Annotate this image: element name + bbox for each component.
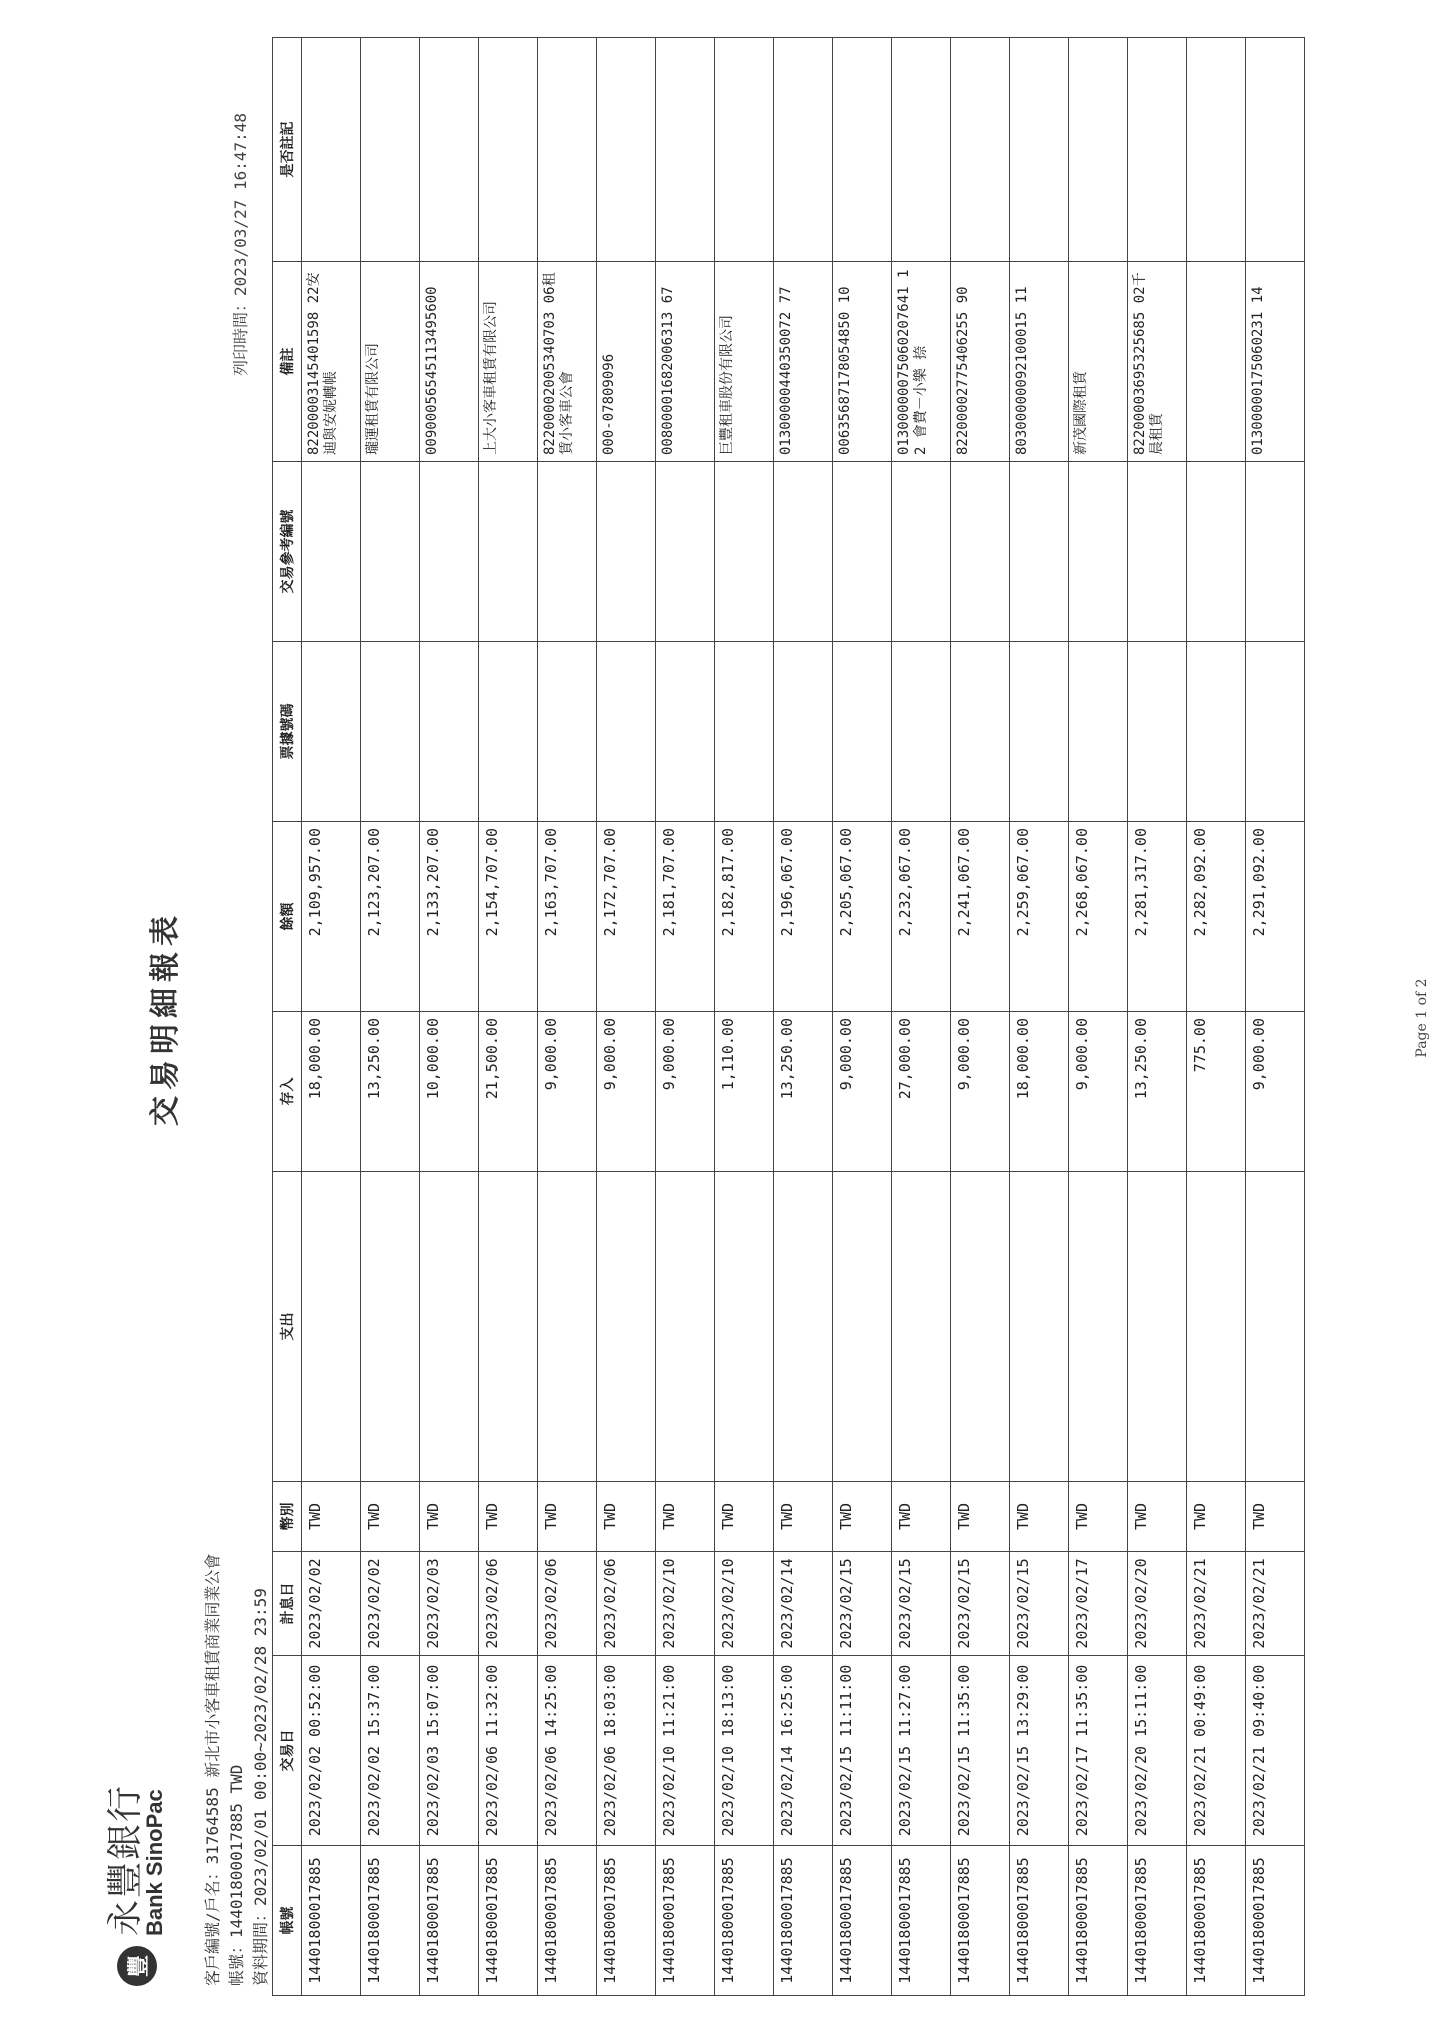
cell-ref bbox=[1187, 462, 1246, 642]
cell-currency: TWD bbox=[479, 1482, 538, 1552]
cell-flag bbox=[1246, 38, 1305, 262]
cell-flag bbox=[1069, 38, 1128, 262]
cell-credit: 9,000.00 bbox=[951, 1012, 1010, 1172]
cell-account: 14401800017885 bbox=[1128, 1846, 1187, 1996]
cell-flag bbox=[774, 38, 833, 262]
cell-debit bbox=[951, 1172, 1010, 1482]
table-row bbox=[833, 38, 892, 1996]
table-row bbox=[538, 38, 597, 1996]
cell-account: 14401800017885 bbox=[420, 1846, 479, 1996]
cell-debit bbox=[420, 1172, 479, 1482]
table-row bbox=[656, 38, 715, 1996]
col-header-account: 帳號 bbox=[273, 1846, 302, 1996]
cell-balance: 2,196,067.00 bbox=[774, 822, 833, 1012]
cell-balance: 2,291,092.00 bbox=[1246, 822, 1305, 1012]
table-row bbox=[774, 38, 833, 1996]
cell-balance: 2,123,207.00 bbox=[361, 822, 420, 1012]
cell-debit bbox=[774, 1172, 833, 1482]
cell-debit bbox=[1187, 1172, 1246, 1482]
cell-debit bbox=[302, 1172, 361, 1482]
cell-cheque bbox=[656, 642, 715, 822]
cell-value-date: 2023/02/15 bbox=[833, 1552, 892, 1656]
cell-balance: 2,205,067.00 bbox=[833, 822, 892, 1012]
cell-debit bbox=[538, 1172, 597, 1482]
cell-debit bbox=[715, 1172, 774, 1482]
cell-note: 82200002775406255 90 bbox=[951, 262, 1010, 462]
cell-note bbox=[1187, 262, 1246, 462]
cell-flag bbox=[1010, 38, 1069, 262]
cell-account: 14401800017885 bbox=[538, 1846, 597, 1996]
cell-ref bbox=[774, 462, 833, 642]
table-row bbox=[715, 38, 774, 1996]
cell-cheque bbox=[302, 642, 361, 822]
cell-value-date: 2023/02/03 bbox=[420, 1552, 479, 1656]
cell-account: 14401800017885 bbox=[361, 1846, 420, 1996]
cell-ref bbox=[656, 462, 715, 642]
col-header-balance: 餘額 bbox=[273, 822, 302, 1012]
cell-value-date: 2023/02/06 bbox=[538, 1552, 597, 1656]
cell-value-date: 2023/02/02 bbox=[302, 1552, 361, 1656]
account-info: 帳號：14401800017885 TWD bbox=[227, 1764, 246, 1986]
cell-cheque bbox=[892, 642, 951, 822]
cell-tx-date: 2023/02/21 00:49:00 bbox=[1187, 1656, 1246, 1846]
cell-currency: TWD bbox=[361, 1482, 420, 1552]
cell-flag bbox=[892, 38, 951, 262]
cell-tx-date: 2023/02/02 15:37:00 bbox=[361, 1656, 420, 1846]
cell-note: 上大小客車租賃有限公司 bbox=[479, 262, 538, 462]
cell-balance: 2,259,067.00 bbox=[1010, 822, 1069, 1012]
table-row bbox=[479, 38, 538, 1996]
cell-cheque bbox=[420, 642, 479, 822]
cell-credit: 9,000.00 bbox=[656, 1012, 715, 1172]
cell-currency: TWD bbox=[1187, 1482, 1246, 1552]
cell-currency: TWD bbox=[774, 1482, 833, 1552]
cell-currency: TWD bbox=[1246, 1482, 1305, 1552]
cell-balance: 2,282,092.00 bbox=[1187, 822, 1246, 1012]
col-header-flag: 是否註記 bbox=[273, 38, 302, 262]
cell-value-date: 2023/02/21 bbox=[1246, 1552, 1305, 1656]
cell-tx-date: 2023/02/10 11:21:00 bbox=[656, 1656, 715, 1846]
cell-account: 14401800017885 bbox=[1010, 1846, 1069, 1996]
col-header-credit: 存入 bbox=[273, 1012, 302, 1172]
cell-flag bbox=[833, 38, 892, 262]
cell-balance: 2,182,817.00 bbox=[715, 822, 774, 1012]
cell-currency: TWD bbox=[1010, 1482, 1069, 1552]
cell-tx-date: 2023/02/17 11:35:00 bbox=[1069, 1656, 1128, 1846]
cell-flag bbox=[302, 38, 361, 262]
cell-currency: TWD bbox=[892, 1482, 951, 1552]
cell-debit bbox=[1010, 1172, 1069, 1482]
cell-currency: TWD bbox=[597, 1482, 656, 1552]
cell-cheque bbox=[538, 642, 597, 822]
cell-flag bbox=[656, 38, 715, 262]
cell-cheque bbox=[951, 642, 1010, 822]
cell-flag bbox=[715, 38, 774, 262]
cell-cheque bbox=[774, 642, 833, 822]
col-header-tx-date: 交易日 bbox=[273, 1656, 302, 1846]
cell-currency: TWD bbox=[302, 1482, 361, 1552]
cell-account: 14401800017885 bbox=[302, 1846, 361, 1996]
table-row bbox=[302, 38, 361, 1996]
cell-value-date: 2023/02/06 bbox=[597, 1552, 656, 1656]
cell-note: 82200003145401598 22安迪與安妮轉帳 bbox=[302, 262, 361, 462]
page-number: Page 1 of 2 bbox=[1414, 978, 1430, 1058]
cell-note: 瓏運租賃有限公司 bbox=[361, 262, 420, 462]
cell-currency: TWD bbox=[420, 1482, 479, 1552]
cell-value-date: 2023/02/21 bbox=[1187, 1552, 1246, 1656]
cell-flag bbox=[951, 38, 1010, 262]
transaction-table bbox=[272, 37, 1305, 1996]
cell-note: 00800001682006313 67 bbox=[656, 262, 715, 462]
cell-balance: 2,232,067.00 bbox=[892, 822, 951, 1012]
cell-tx-date: 2023/02/10 18:13:00 bbox=[715, 1656, 774, 1846]
cell-cheque bbox=[361, 642, 420, 822]
table-row bbox=[361, 38, 420, 1996]
table-row bbox=[892, 38, 951, 1996]
cell-currency: TWD bbox=[538, 1482, 597, 1552]
bank-emblem-icon: 豐 bbox=[117, 1946, 157, 1986]
cell-debit bbox=[361, 1172, 420, 1482]
cell-debit bbox=[1128, 1172, 1187, 1482]
cell-tx-date: 2023/02/06 14:25:00 bbox=[538, 1656, 597, 1846]
cell-credit: 13,250.00 bbox=[1128, 1012, 1187, 1172]
cell-ref bbox=[1246, 462, 1305, 642]
cell-value-date: 2023/02/17 bbox=[1069, 1552, 1128, 1656]
cell-debit bbox=[1246, 1172, 1305, 1482]
cell-tx-date: 2023/02/15 13:29:00 bbox=[1010, 1656, 1069, 1846]
cell-account: 14401800017885 bbox=[597, 1846, 656, 1996]
cell-note: 00900056545113495600 bbox=[420, 262, 479, 462]
bank-name-cn: 永豐銀行 bbox=[105, 1783, 146, 1936]
col-header-ref: 交易參考編號 bbox=[273, 462, 302, 642]
transaction-rows bbox=[302, 38, 1305, 1996]
cell-ref bbox=[1010, 462, 1069, 642]
cell-tx-date: 2023/02/20 15:11:00 bbox=[1128, 1656, 1187, 1846]
cell-ref bbox=[892, 462, 951, 642]
cell-ref bbox=[833, 462, 892, 642]
cell-debit bbox=[892, 1172, 951, 1482]
cell-cheque bbox=[1246, 642, 1305, 822]
col-header-debit: 支出 bbox=[273, 1172, 302, 1482]
col-header-value-date: 計息日 bbox=[273, 1552, 302, 1656]
cell-flag bbox=[1128, 38, 1187, 262]
cell-currency: TWD bbox=[833, 1482, 892, 1552]
cell-tx-date: 2023/02/02 00:52:00 bbox=[302, 1656, 361, 1846]
cell-debit bbox=[833, 1172, 892, 1482]
cell-tx-date: 2023/02/03 15:07:00 bbox=[420, 1656, 479, 1846]
cell-cheque bbox=[597, 642, 656, 822]
cell-ref bbox=[951, 462, 1010, 642]
cell-balance: 2,241,067.00 bbox=[951, 822, 1010, 1012]
cell-debit bbox=[1069, 1172, 1128, 1482]
cell-ref bbox=[1128, 462, 1187, 642]
cell-currency: TWD bbox=[656, 1482, 715, 1552]
cell-note: 82200003695325685 02千晨租賃 bbox=[1128, 262, 1187, 462]
table-row bbox=[1187, 38, 1246, 1996]
cell-account: 14401800017885 bbox=[951, 1846, 1010, 1996]
cell-account: 14401800017885 bbox=[774, 1846, 833, 1996]
cell-account: 14401800017885 bbox=[833, 1846, 892, 1996]
cell-ref bbox=[715, 462, 774, 642]
cell-flag bbox=[597, 38, 656, 262]
cell-balance: 2,154,707.00 bbox=[479, 822, 538, 1012]
cell-ref bbox=[1069, 462, 1128, 642]
cell-ref bbox=[538, 462, 597, 642]
cell-account: 14401800017885 bbox=[1069, 1846, 1128, 1996]
cell-debit bbox=[656, 1172, 715, 1482]
table-row bbox=[1010, 38, 1069, 1996]
cell-balance: 2,281,317.00 bbox=[1128, 822, 1187, 1012]
cell-flag bbox=[420, 38, 479, 262]
col-header-note: 備註 bbox=[273, 262, 302, 462]
cell-credit: 9,000.00 bbox=[1069, 1012, 1128, 1172]
cell-cheque bbox=[715, 642, 774, 822]
cell-value-date: 2023/02/15 bbox=[1010, 1552, 1069, 1656]
bank-name-en: Bank SinoPac bbox=[142, 1789, 167, 1936]
cell-debit bbox=[479, 1172, 538, 1482]
cell-credit: 21,500.00 bbox=[479, 1012, 538, 1172]
cell-tx-date: 2023/02/15 11:35:00 bbox=[951, 1656, 1010, 1846]
cell-credit: 9,000.00 bbox=[833, 1012, 892, 1172]
cell-ref bbox=[420, 462, 479, 642]
cell-account: 14401800017885 bbox=[656, 1846, 715, 1996]
cell-credit: 13,250.00 bbox=[361, 1012, 420, 1172]
cell-value-date: 2023/02/06 bbox=[479, 1552, 538, 1656]
cell-note: 80300000092100015 11 bbox=[1010, 262, 1069, 462]
cell-tx-date: 2023/02/06 11:32:00 bbox=[479, 1656, 538, 1846]
cell-ref bbox=[479, 462, 538, 642]
cell-value-date: 2023/02/20 bbox=[1128, 1552, 1187, 1656]
cell-flag bbox=[361, 38, 420, 262]
cell-ref bbox=[302, 462, 361, 642]
table-row bbox=[951, 38, 1010, 1996]
cell-note: 82200002005340703 06租賃小客車公會 bbox=[538, 262, 597, 462]
cell-currency: TWD bbox=[715, 1482, 774, 1552]
cell-credit: 18,000.00 bbox=[302, 1012, 361, 1172]
cell-currency: TWD bbox=[1128, 1482, 1187, 1552]
cell-balance: 2,172,707.00 bbox=[597, 822, 656, 1012]
cell-tx-date: 2023/02/14 16:25:00 bbox=[774, 1656, 833, 1846]
cell-credit: 10,000.00 bbox=[420, 1012, 479, 1172]
cell-note: 01300000075060207641 1 2 會費－小樂 捺 bbox=[892, 262, 951, 462]
cell-balance: 2,268,067.00 bbox=[1069, 822, 1128, 1012]
cell-credit: 27,000.00 bbox=[892, 1012, 951, 1172]
customer-info: 客戶編號/戶名：31764585 新北市小客車租賃商業同業公會 bbox=[203, 1553, 222, 1986]
cell-balance: 2,133,207.00 bbox=[420, 822, 479, 1012]
cell-tx-date: 2023/02/15 11:11:00 bbox=[833, 1656, 892, 1846]
cell-tx-date: 2023/02/06 18:03:00 bbox=[597, 1656, 656, 1846]
table-row bbox=[1069, 38, 1128, 1996]
cell-credit: 9,000.00 bbox=[1246, 1012, 1305, 1172]
cell-cheque bbox=[1069, 642, 1128, 822]
cell-credit: 775.00 bbox=[1187, 1012, 1246, 1172]
cell-flag bbox=[479, 38, 538, 262]
cell-tx-date: 2023/02/15 11:27:00 bbox=[892, 1656, 951, 1846]
col-header-currency: 幣別 bbox=[273, 1482, 302, 1552]
cell-credit: 18,000.00 bbox=[1010, 1012, 1069, 1172]
table-row bbox=[420, 38, 479, 1996]
cell-value-date: 2023/02/15 bbox=[951, 1552, 1010, 1656]
cell-cheque bbox=[1128, 642, 1187, 822]
cell-account: 14401800017885 bbox=[479, 1846, 538, 1996]
table-row bbox=[1246, 38, 1305, 1996]
cell-value-date: 2023/02/10 bbox=[715, 1552, 774, 1656]
period-info: 資料期間：2023/02/01 00:00~2023/02/28 23:59 bbox=[251, 1588, 270, 1986]
cell-account: 14401800017885 bbox=[892, 1846, 951, 1996]
cell-debit bbox=[597, 1172, 656, 1482]
cell-account: 14401800017885 bbox=[1187, 1846, 1246, 1996]
cell-value-date: 2023/02/02 bbox=[361, 1552, 420, 1656]
cell-credit: 9,000.00 bbox=[538, 1012, 597, 1172]
print-time: 列印時間：2023/03/27 16:47:48 bbox=[231, 112, 250, 376]
cell-ref bbox=[361, 462, 420, 642]
table-row bbox=[1128, 38, 1187, 1996]
cell-note: 000-07809096 bbox=[597, 262, 656, 462]
cell-note: 01300000175060231 14 bbox=[1246, 262, 1305, 462]
cell-currency: TWD bbox=[951, 1482, 1010, 1552]
table-header-row bbox=[273, 38, 302, 1996]
cell-note: 新茂國際租賃 bbox=[1069, 262, 1128, 462]
cell-currency: TWD bbox=[1069, 1482, 1128, 1552]
report-title: 交易明細報表 bbox=[148, 910, 183, 1126]
cell-balance: 2,163,707.00 bbox=[538, 822, 597, 1012]
cell-cheque bbox=[833, 642, 892, 822]
cell-value-date: 2023/02/15 bbox=[892, 1552, 951, 1656]
cell-note: 巨豐租車股份有限公司 bbox=[715, 262, 774, 462]
cell-balance: 2,109,957.00 bbox=[302, 822, 361, 1012]
cell-tx-date: 2023/02/21 09:40:00 bbox=[1246, 1656, 1305, 1846]
cell-credit: 9,000.00 bbox=[597, 1012, 656, 1172]
cell-note: 00635687178054850 10 bbox=[833, 262, 892, 462]
cell-flag bbox=[1187, 38, 1246, 262]
cell-value-date: 2023/02/10 bbox=[656, 1552, 715, 1656]
cell-ref bbox=[597, 462, 656, 642]
cell-flag bbox=[538, 38, 597, 262]
cell-account: 14401800017885 bbox=[715, 1846, 774, 1996]
cell-balance: 2,181,707.00 bbox=[656, 822, 715, 1012]
cell-note: 01300000440350072 77 bbox=[774, 262, 833, 462]
cell-cheque bbox=[479, 642, 538, 822]
cell-credit: 1,110.00 bbox=[715, 1012, 774, 1172]
cell-account: 14401800017885 bbox=[1246, 1846, 1305, 1996]
cell-cheque bbox=[1010, 642, 1069, 822]
table-row bbox=[597, 38, 656, 1996]
cell-cheque bbox=[1187, 642, 1246, 822]
col-header-cheque: 票據號碼 bbox=[273, 642, 302, 822]
cell-credit: 13,250.00 bbox=[774, 1012, 833, 1172]
cell-value-date: 2023/02/14 bbox=[774, 1552, 833, 1656]
